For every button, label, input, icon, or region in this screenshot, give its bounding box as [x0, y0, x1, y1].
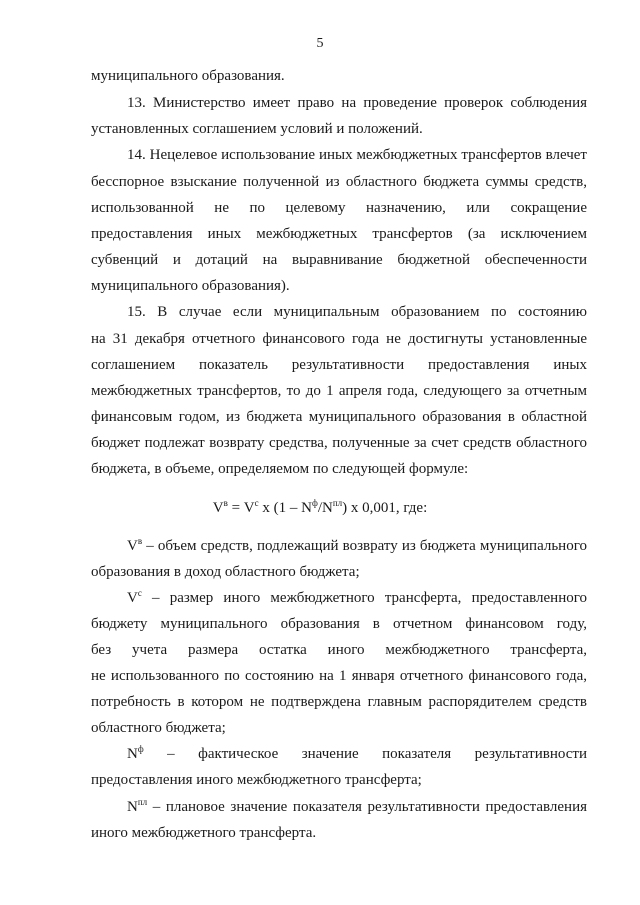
paragraph-15-line: финансовым годом, из бюджета муниципального образования в областной [91, 409, 587, 425]
definition-npl-symbol: N [127, 799, 138, 815]
definition-vc-line: без учета размера остатка иного межбюджетного трансферта, [91, 642, 587, 658]
formula-eq: = V [227, 500, 255, 516]
paragraph-13-line: 13. Министерство имеет право на проведение проверок соблюдения [127, 95, 587, 111]
paragraph-14-line: субвенций и дотаций на выравнивание бюджетной обеспеченности [91, 252, 587, 268]
paragraph-15-line: межбюджетных трансфертов, то до 1 апреля года, следующего за отчетным [91, 383, 587, 399]
paragraph-15-line: 15. В случае если муниципальным образованием по состоянию [127, 304, 587, 320]
formula-v-sup: в [223, 498, 228, 508]
definition-vc-line: бюджету муниципального образования в отчетном финансовом году, [91, 616, 587, 632]
definition-vc-line [127, 588, 587, 608]
definition-nf-sup: ф [137, 744, 144, 754]
definition-vv-sup: в [137, 536, 143, 546]
paragraph-15-line: на 31 декабря отчетного финансового года не достигнуты установленные [91, 331, 587, 347]
paragraph-15-line: бюджета, в объеме, определяемом по следующей формуле: [91, 461, 469, 477]
definition-vc-text: – размер иного межбюджетного трансферта, предоставленного [141, 590, 587, 606]
definition-vv-line [127, 536, 587, 556]
formula-slash: /N [317, 500, 333, 516]
formula-tail: ) x 0,001, где: [342, 500, 428, 516]
definition-npl-line: иного межбюджетного трансферта. [91, 825, 317, 841]
paragraph-14-line: 14. Нецелевое использование иных межбюджетных трансфертов влечет [127, 147, 587, 163]
definition-vc-line: не использованного по состоянию на 1 января отчетного финансового года, [91, 668, 587, 684]
definition-vv-line: образования в доход областного бюджета; [91, 564, 360, 580]
definition-vc-line: потребность в котором не подтверждена главным распорядителем средств [91, 694, 587, 710]
paragraph-14-line: использованной не по целевому назначению, или сокращение [91, 200, 587, 216]
formula [0, 498, 640, 518]
definition-nf-text: – фактическое значение показателя результативности [143, 746, 587, 762]
definition-vc-sup: с [137, 588, 142, 598]
formula-mid: x (1 – N [258, 500, 312, 516]
paragraph-14-line: предоставления иных межбюджетных трансфертов (за исключением [91, 226, 587, 242]
paragraph-14-line: бесспорное взыскание полученной из областного бюджета суммы средств, [91, 174, 587, 190]
definition-vc-symbol: V [127, 590, 138, 606]
formula-nf-sup: ф [311, 498, 318, 508]
definition-nf-symbol: N [127, 746, 138, 762]
definition-npl-sup: пл [137, 797, 148, 807]
definition-nf-line [127, 744, 587, 764]
page-number: 5 [316, 36, 324, 51]
formula-vc-sup: с [254, 498, 259, 508]
formula-v: V [212, 500, 224, 516]
definition-npl-text: – плановое значение показателя результативности предоставления [147, 799, 587, 815]
definition-vv-symbol: V [127, 538, 138, 554]
paragraph-13-line: установленных соглашением условий и положений. [91, 121, 423, 137]
definition-npl-line [127, 797, 587, 817]
paragraph-15-line: бюджет подлежат возврату средства, полученные за счет средств областного [91, 435, 587, 451]
text-line: муниципального образования. [91, 68, 285, 84]
definition-vv-text: – объем средств, подлежащий возврату из бюджета муниципального [142, 538, 587, 554]
definition-vc-line: областного бюджета; [91, 720, 226, 736]
paragraph-14-line: муниципального образования). [91, 278, 290, 294]
paragraph-15-line: соглашением показатель результативности предоставления иных [91, 357, 587, 373]
formula-npl-sup: пл [332, 498, 343, 508]
definition-nf-line: предоставления иного межбюджетного трансферта; [91, 772, 422, 788]
